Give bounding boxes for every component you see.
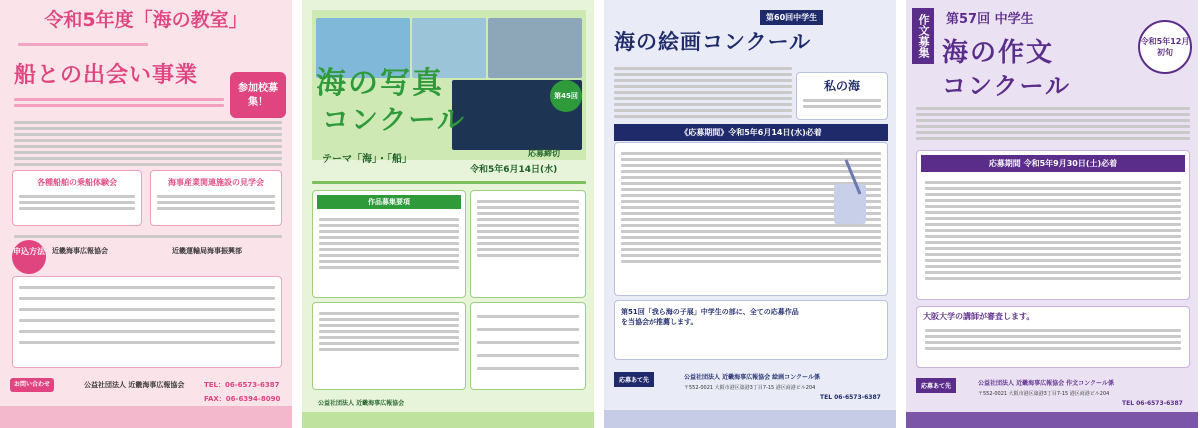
flyer1-tel: TEL：06-6573-6387	[204, 381, 280, 389]
flyer2-deadline: 令和5年6月14日(水)	[470, 165, 558, 175]
flyer3-period: 《応募期間》令和5年6月14日(水)必着	[614, 124, 888, 141]
flyer1-inquiry-label: お問い合わせ	[10, 378, 54, 392]
flyer4-footer-org: 公益社団法人 近畿海事広報協会 作文コンクール係	[978, 380, 1114, 387]
flyer1-application-form	[12, 276, 282, 368]
flyer1-fax: FAX：06-6394-8090	[204, 395, 281, 403]
flyer4-title-2: コンクール	[942, 72, 1072, 100]
flyer1-intro	[14, 95, 224, 110]
flyer3-brush-illustration	[824, 154, 874, 228]
flyer-painting-contest	[604, 0, 896, 428]
flyer3-title: 海の絵画コンクール	[614, 30, 812, 54]
flyer-essay-contest	[906, 0, 1198, 428]
flyer1-header	[6, 6, 286, 34]
flyer2-intro-text	[312, 178, 586, 187]
flyer1-section-a-box	[12, 170, 142, 226]
flyer4-period: 応募期間 令和5年9月30日(土)必着	[921, 155, 1185, 172]
flyer3-notice-box	[614, 300, 888, 360]
brush-icon	[824, 154, 874, 228]
flyer2-footer-org: 公益社団法人 近畿海事広報協会	[318, 400, 405, 407]
flyer3-edition: 第60回中学生	[760, 10, 823, 25]
flyer1-note	[14, 232, 282, 241]
flyer4-tel: TEL 06-6573-6387	[1122, 400, 1183, 407]
flyer4-rules-box	[916, 150, 1190, 300]
flyer2-photo-3	[488, 18, 582, 78]
flyer3-footer-org: 公益社団法人 近畿海事広報協会 絵画コンクール係	[684, 374, 820, 381]
flyer4-intro-text	[916, 104, 1190, 143]
flyer1-org-sub-block	[172, 246, 242, 256]
flyer4-title-1: 海の作文	[942, 38, 1055, 68]
flyer2-bottom-band	[302, 412, 594, 428]
flyer3-notice: 第51回「我ら海の子展」中学生の部に、全ての応募作品を当協会が推薦します。	[621, 308, 799, 326]
flyer2-title-2: コンクール	[322, 105, 466, 136]
flyer4-prize-box	[916, 306, 1190, 368]
flyer2-prize-box	[470, 190, 586, 298]
flyer-umi-no-kyoshitsu	[0, 0, 292, 428]
flyer3-footer-label: 応募あて先	[614, 372, 654, 387]
flyer1-apply-badge: 申込方法	[12, 240, 46, 274]
flyer4-address: 〒552-0021 大阪市港区築港3丁目7-15 港区商港ビル204	[978, 391, 1110, 397]
flyer4-edition: 第57回 中学生	[946, 12, 1034, 27]
flyer2-deadline-label: 応募締切	[528, 149, 560, 158]
flyer1-org: 近畿海事広報協会	[52, 247, 108, 255]
flyer1-org-sub: 近畿運輸局海事振興部	[172, 247, 242, 255]
flyer1-section-b-box	[150, 170, 282, 226]
flyer3-sample-card	[796, 72, 888, 120]
flyer4-side-label: 作文募集	[912, 8, 934, 64]
flyer1-section-b-title: 海事産業関連施設の見学会	[168, 178, 264, 187]
flyer4-bottom-band	[906, 412, 1198, 428]
flyer1-jmc-strip	[18, 40, 148, 48]
flyer3-sample-title: 私の海	[823, 79, 860, 93]
flyer-photo-contest	[302, 0, 594, 428]
flyer3-intro-text	[614, 64, 792, 121]
flyer1-badge: 参加校募集！	[230, 72, 286, 118]
flyer1-subtitle: 船との出会い事業	[14, 63, 199, 88]
flyer3-tel: TEL 06-6573-6387	[820, 394, 881, 401]
flyer2-entry-header: 作品募集要項	[317, 195, 461, 209]
flyer4-prize-header: 大阪大学の講師が審査します。	[923, 312, 1035, 321]
flyer1-org-block	[52, 246, 108, 256]
flyer2-notes-box	[312, 302, 466, 390]
flyer4-footer-label: 応募あて先	[916, 378, 956, 393]
flyer2-entry-form	[470, 302, 586, 390]
flyer1-section-a-title: 各種船舶の乗船体験会	[37, 178, 117, 187]
flyer3-bottom-band	[604, 410, 896, 428]
flyer1-footer-org: 公益社団法人 近畿海事広報協会	[84, 381, 185, 389]
flyer2-edition: 第45回	[550, 80, 582, 112]
flyer4-date-badge: 令和5年12月初旬	[1138, 20, 1192, 74]
flyer3-address: 〒552-0021 大阪市港区築港3丁目7-15 港区商港ビル204	[684, 385, 816, 391]
flyer2-title-1: 海の写真	[316, 66, 444, 101]
flyer1-body-text	[14, 118, 282, 169]
flyer1-bottom-band	[0, 406, 292, 428]
flyer2-entry-box	[312, 190, 466, 298]
flyer1-top-title: 令和5年度「海の教室」	[44, 9, 248, 31]
flyer2-theme: テーマ「海」・「船」	[322, 154, 412, 165]
